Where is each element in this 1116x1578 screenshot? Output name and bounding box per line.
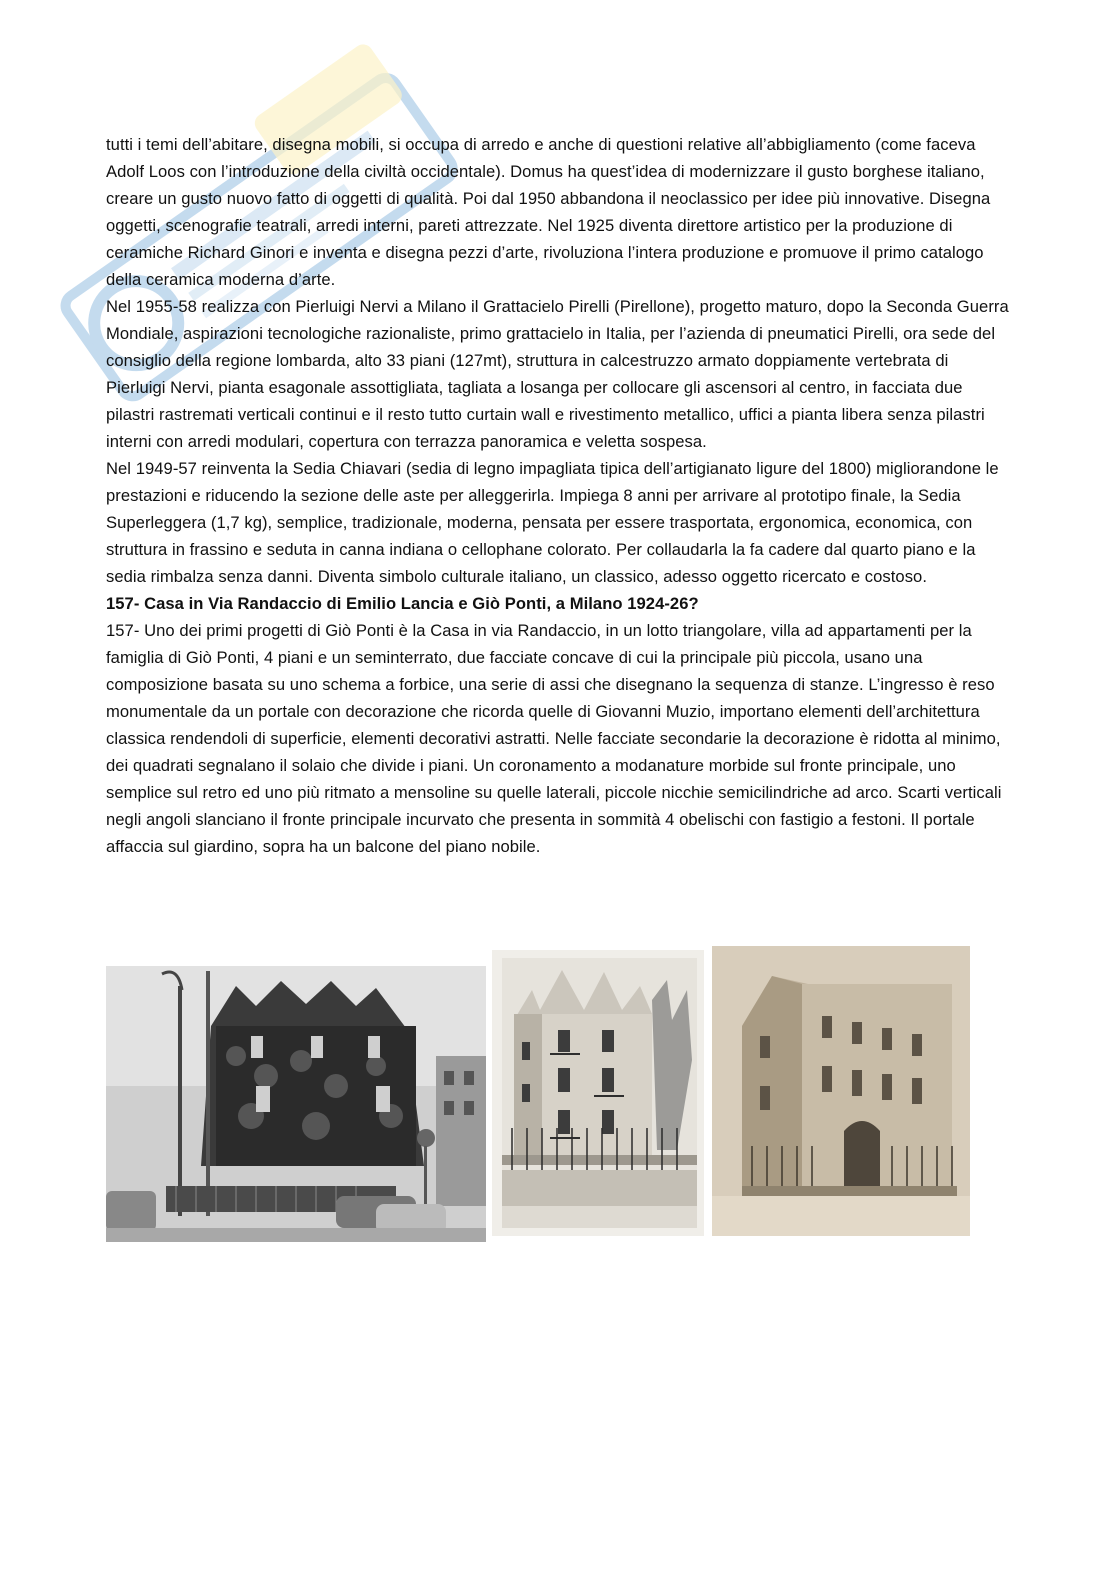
paragraph-ponti-intro: tutti i temi dell’abitare, disegna mobili, si occupa di arredo e anche di questioni relative all’abbigliamento (come faceva Adolf Loos con l’introduzione della civiltà occidentale). Domus ha quest’idea di modernizzare il gusto borghese italiano, creare un gusto nuovo fatto di oggetti di qualità. Poi dal 1950 abbandona il neoclassico per idee più innovative. Disegna oggetti, scenografie teatrali, arredi interni, pareti attrezzate. Nel 1925 diventa direttore artistico per la produzione di ceramiche Richard Ginori e inventa e disegna pezzi d’arte, rivoluziona l’intera produzione e promuove il primo catalogo della ceramica moderna d’arte. [106,135,991,289]
paragraph-superleggera: Nel 1949-57 reinventa la Sedia Chiavari (sedia di legno impagliata tipica dell’artigianato ligure del 1800) migliorandone le prestazioni e riducendo la sezione delle aste per alleggerirla. Impiega 8 anni per arrivare al prototipo finale, la Sedia Superleggera (1,7 kg), semplice, tradizionale, moderna, pensata per essere trasportata, ergonomica, economica, con struttura in frassino e seduta in canna indiana o cellophane colorato. Per collaudarla la fa cadere dal quarto piano e la sedia rimbalza senza danni. Diventa simbolo culturale italiano, un classico, adesso oggetto ricercato e costoso. [106,459,999,586]
photo-villa-corner [712,946,970,1236]
photo-villa-facade [492,950,704,1236]
document-body [106,131,1011,860]
photo-strip [106,946,976,1242]
section-heading: 157- Casa in Via Randaccio di Emilio Lancia e Giò Ponti, a Milano 1924-26? [106,594,699,613]
paragraph-pirelli: Nel 1955-58 realizza con Pierluigi Nervi a Milano il Grattacielo Pirelli (Pirellone), progetto maturo, dopo la Seconda Guerra Mondiale, aspirazioni tecnologiche razionaliste, primo grattacielo in Italia, per l’azienda di pneumatici Pirelli, ora sede del consiglio della regione lombarda, alto 33 piani (127mt), struttura in calcestruzzo armato doppiamente vertebrata di Pierluigi Nervi, pianta esagonale assottigliata, tagliata a losanga per collocare gli ascensori al centro, in facciata due pilastri rastremati verticali continui e il resto tutto curtain wall e rivestimento metallico, uffici a pianta libera senza pilastri interni con arredi modulari, copertura con terrazza panoramica e veletta sospesa. [106,297,1009,451]
paragraph-casa-randaccio: 157- Uno dei primi progetti di Giò Ponti è la Casa in via Randaccio, in un lotto triangolare, villa ad appartamenti per la famiglia di Giò Ponti, 4 piani e un seminterrato, due facciate concave di cui la principale più piccola, usano una composizione basata su uno schema a forbice, una serie di assi che disegnano la sequenza di stanze. L’ingresso è reso monumentale da un portale con decorazione che ricorda quelle di Giovanni Muzio, importano elementi dell’architettura classica rendendoli di superficie, elementi decorativi astratti. Nelle facciate secondarie la decorazione è ridotta al minimo, dei quadrati segnalano il solaio che divide i piani. Un coronamento a modanature morbide sul fronte principale, uno semplice sul retro ed uno più ritmato a mensoline su quelle laterali, piccole nicchie semicilindriche ad arco. Scarti verticali negli angoli slanciano il fronte principale incurvato che presenta in sommità 4 obelischi con fastigio a festoni. Il portale affaccia sul giardino, sopra ha un balcone del piano nobile. [106,621,1002,856]
photo-villa-street [106,966,486,1242]
